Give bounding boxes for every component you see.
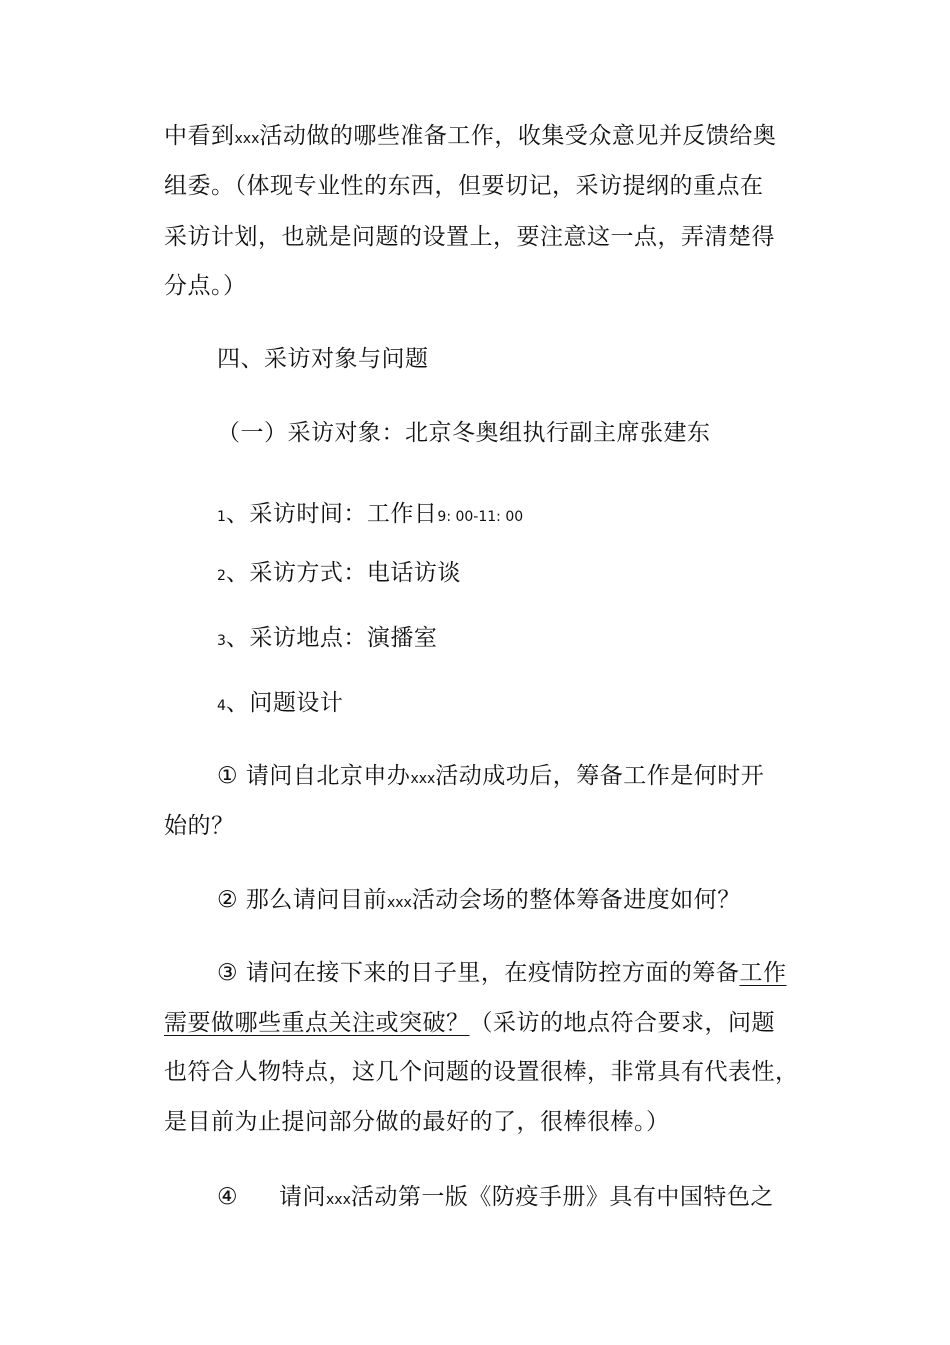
text-run: xxx (234, 131, 260, 147)
text-run: ③ 请问在接下来的日子里，在疫情防控方面的筹备 (217, 960, 740, 986)
text-run: 中看到 (164, 123, 235, 149)
detail-text: 、采访地点：演播室 (225, 625, 438, 651)
intro-line-3: 采访计划，也就是问题的设置上，要注意这一点，弄清楚得 (164, 224, 775, 250)
list-number: 3 (217, 633, 226, 649)
text-run: 请问 (279, 1184, 326, 1210)
question-1-line-1 (217, 760, 764, 795)
list-number: 4 (217, 698, 226, 714)
text-run: （采访的地点符合要求，问题 (469, 1010, 775, 1036)
text-run: 活动第一版《防疫手册》具有中国特色之 (350, 1184, 774, 1210)
intro-line-2: 组委。（体现专业性的东西，但要切记，采访提纲的重点在 (164, 173, 764, 199)
text-run: 活动会场的整体筹备进度如何？ (411, 887, 741, 913)
text-run: ① 请问自北京申办 (217, 763, 411, 789)
question-3-line-3: 也符合人物特点，这几个问题的设置很棒，非常具有代表性， (164, 1059, 799, 1085)
detail-text: 、采访方式：电话访谈 (225, 560, 461, 586)
underlined-text: 工作 (739, 960, 787, 986)
text-run: xxx (386, 895, 412, 911)
question-1-line-2: 始的？ (164, 813, 235, 839)
detail-text: 、采访时间：工作日 (225, 501, 438, 527)
text-run: xxx (326, 1192, 351, 1208)
text-run: 活动做的哪些准备工作，收集受众意见并反馈给奥 (259, 123, 777, 149)
question-3-line-1 (217, 957, 786, 989)
underlined-text: 需要做哪些重点关注或突破？ (164, 1010, 470, 1036)
list-number: 2 (217, 568, 226, 584)
detail-item-time (217, 498, 523, 533)
question-3-line-2 (164, 1007, 775, 1039)
detail-item-questions (217, 687, 343, 722)
question-3-line-4: 是目前为止提问部分做的最好的了，很棒很棒。） (164, 1109, 670, 1135)
detail-item-location (217, 622, 437, 657)
intro-line-4: 分点。） (164, 273, 247, 299)
section-heading: 四、采访对象与问题 (217, 346, 429, 372)
detail-text: 、问题设计 (225, 690, 344, 716)
text-run: ② 那么请问目前 (217, 887, 387, 913)
detail-item-method (217, 557, 461, 592)
text-run: xxx (410, 771, 436, 787)
question-4-line-1 (279, 1181, 774, 1216)
section-subheading: （一）采访对象：北京冬奥组执行副主席张建东 (217, 420, 711, 446)
text-run: 活动成功后，筹备工作是何时开 (435, 763, 765, 789)
list-number: 1 (217, 509, 226, 525)
detail-time-value: 9: 00-11: 00 (437, 509, 524, 525)
question-4-number: ④ (217, 1184, 239, 1210)
question-2 (217, 884, 741, 919)
intro-line-1 (164, 120, 776, 155)
